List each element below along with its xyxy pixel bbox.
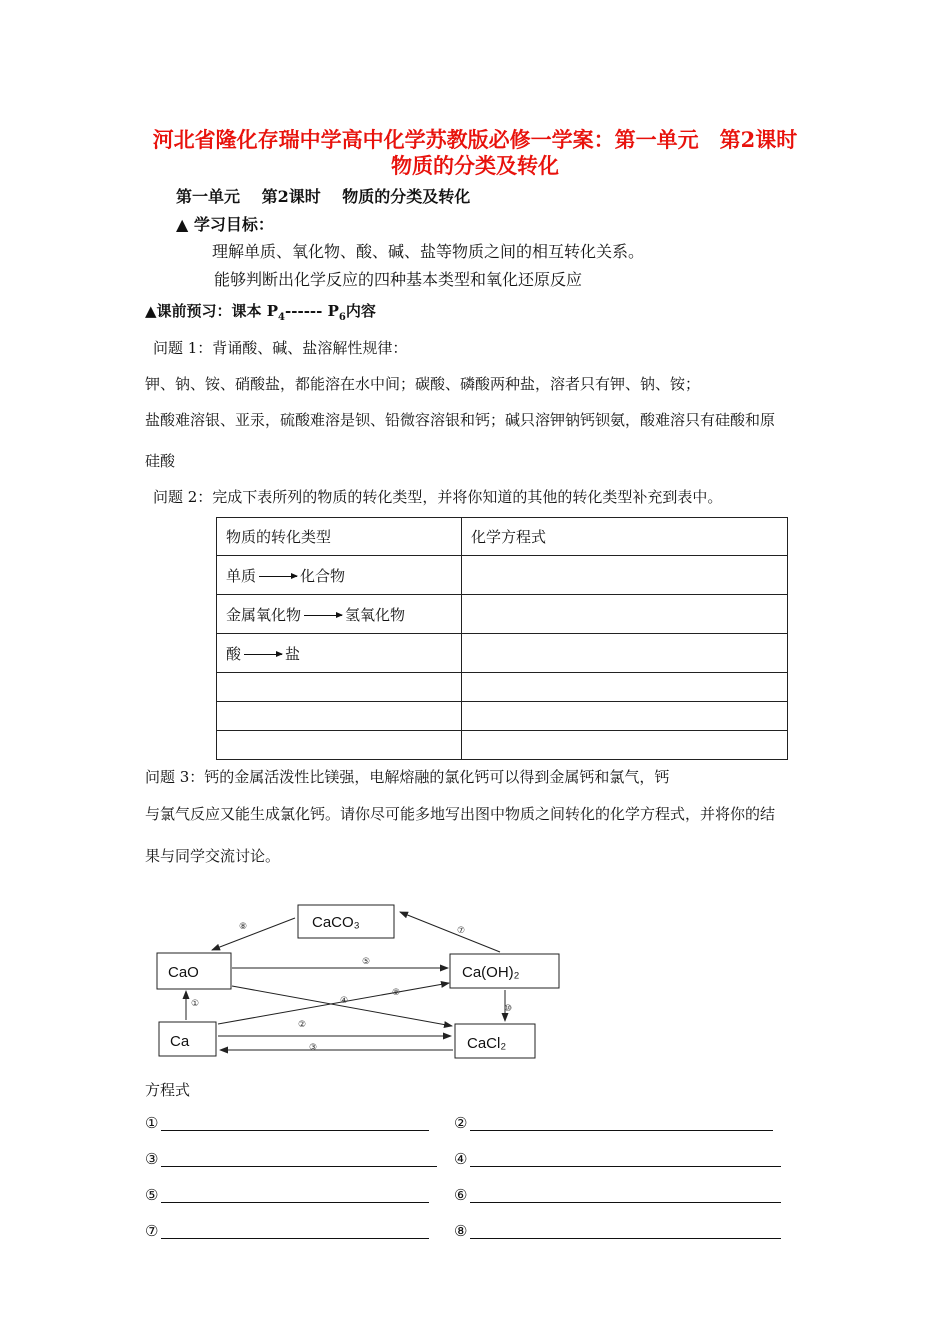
step-number: ⑨ xyxy=(392,988,401,998)
step-number: ⑩ xyxy=(504,1004,513,1014)
equation-blank-8[interactable] xyxy=(470,1238,781,1239)
q3-line-1: 问题 3：钙的金属活泼性比镁强，电解熔融的氯化钙可以得到金属钙和氯气，钙 xyxy=(145,768,670,786)
preview-suffix: 内容 xyxy=(345,302,376,320)
conversion-to: 盐 xyxy=(285,644,301,663)
equation-label: ⑧ xyxy=(454,1222,468,1240)
step-number: ⑤ xyxy=(362,957,371,967)
document-title-line2: 物质的分类及转化 xyxy=(391,153,559,178)
arrow-caco3-to-cao xyxy=(212,918,295,950)
equation-blank-5[interactable] xyxy=(161,1202,429,1203)
q1-rule-line-2: 盐酸难溶银、亚汞，硫酸难溶是钡、铅微容溶银和钙；碱只溶钾钠钙钡氨，酸难溶只有硅酸和原 xyxy=(145,411,776,429)
equation-label: ④ xyxy=(454,1150,468,1168)
equation-blank-1[interactable] xyxy=(161,1130,429,1131)
arrow-ca-to-caoh2 xyxy=(218,983,449,1024)
q3-line-3: 果与同学交流讨论。 xyxy=(145,847,281,865)
arrow-caoh2-to-caco3 xyxy=(400,912,500,952)
table-header-equation: 化学方程式 xyxy=(462,518,788,556)
goals-heading: ▲ 学习目标： xyxy=(176,215,274,234)
step-number: ② xyxy=(298,1020,307,1030)
preview-prefix: ▲课前预习：课本 P xyxy=(145,302,279,320)
q2-heading: 问题 2：完成下表所列的物质的转化类型，并将你知道的其他的转化类型补充到表中。 xyxy=(153,488,723,506)
equation-blank-4[interactable] xyxy=(470,1166,781,1167)
table-header-type: 物质的转化类型 xyxy=(217,518,462,556)
q1-rule-line-3: 硅酸 xyxy=(145,452,176,470)
lesson-subtitle: 第一单元 第2课时 物质的分类及转化 xyxy=(176,187,471,206)
equation-label: ② xyxy=(454,1114,468,1132)
step-number: ① xyxy=(191,999,200,1009)
equation-blank-7[interactable] xyxy=(161,1238,429,1239)
equation-label: ① xyxy=(145,1114,159,1132)
preview-page-start: 4 xyxy=(278,312,286,323)
equation-blank-6[interactable] xyxy=(470,1202,781,1203)
equation-blank-2[interactable] xyxy=(470,1130,773,1131)
cao-label: CaO xyxy=(168,964,199,981)
equation-label: ⑦ xyxy=(145,1222,159,1240)
caoh2-label: Ca(OH)₂ xyxy=(462,964,520,981)
equation-label: ⑤ xyxy=(145,1186,159,1204)
document-title-line1: 河北省隆化存瑞中学高中化学苏教版必修一学案：第一单元 第2课时 xyxy=(152,127,798,152)
equation-label: ⑥ xyxy=(454,1186,468,1204)
equation-blank-3[interactable] xyxy=(161,1166,437,1167)
conversion-from: 金属氧化物 xyxy=(226,605,302,624)
preview-dash: ------ P xyxy=(285,302,339,320)
goal-item-1: 理解单质、氧化物、酸、碱、盐等物质之间的相互转化关系。 xyxy=(212,242,645,261)
conversion-to: 氢氧化物 xyxy=(345,605,406,624)
step-number: ③ xyxy=(309,1043,318,1053)
conversion-from: 单质 xyxy=(226,566,257,585)
goal-item-2: 能够判断出化学反应的四种基本类型和氧化还原反应 xyxy=(214,270,583,289)
conversion-from: 酸 xyxy=(226,644,242,663)
step-number: ④ xyxy=(340,996,349,1006)
q1-heading: 问题 1：背诵酸、碱、盐溶解性规律： xyxy=(153,339,408,357)
cacl2-label: CaCl₂ xyxy=(467,1035,507,1052)
equations-heading: 方程式 xyxy=(145,1081,191,1099)
conversion-to: 化合物 xyxy=(300,566,346,585)
step-number: ⑦ xyxy=(457,926,466,936)
q3-line-2: 与氯气反应又能生成氯化钙。请你尽可能多地写出图中物质之间转化的化学方程式，并将你的结 xyxy=(145,805,776,823)
arrow-cao-to-cacl2 xyxy=(232,986,452,1026)
step-number: ⑧ xyxy=(239,922,248,932)
preview-page-end: 6 xyxy=(338,312,346,323)
ca-label: Ca xyxy=(170,1033,190,1050)
q1-rule-line-1: 钾、钠、铵、硝酸盐，都能溶在水中间；碳酸、磷酸两种盐，溶者只有钾、钠、铵； xyxy=(145,375,701,393)
caco3-label: CaCO₃ xyxy=(312,914,360,931)
equation-label: ③ xyxy=(145,1150,159,1168)
